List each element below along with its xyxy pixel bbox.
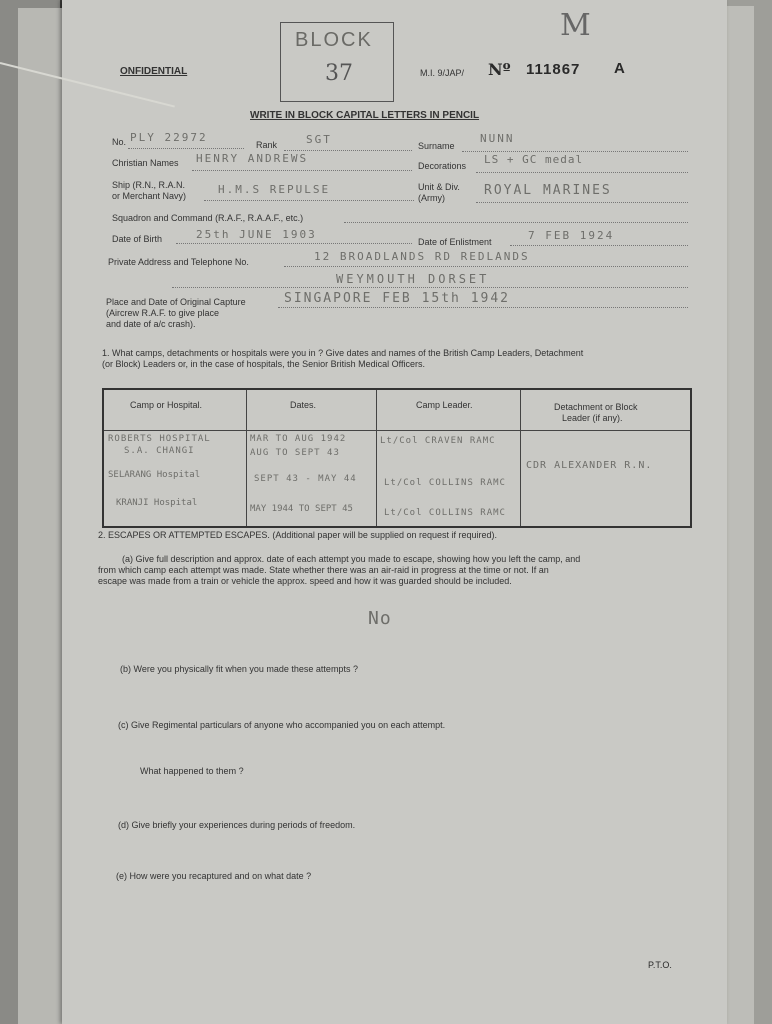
rank-label: Rank bbox=[256, 140, 278, 150]
number-prefix: Nº bbox=[488, 60, 511, 79]
camps-table bbox=[102, 388, 692, 528]
capture-label-line3: and date of a/c crash). bbox=[106, 319, 196, 329]
q1-line1: 1. What camps, detachments or hospitals were you in ? Give dates and names of the British Camp Leaders, Detachment bbox=[102, 348, 584, 358]
form-ref: M.I. 9/JAP/ bbox=[420, 68, 465, 78]
unit-value: ROYAL MARINES bbox=[484, 183, 612, 198]
ship-label-line1: Ship (R.N., R.A.N. bbox=[112, 180, 186, 190]
table-cell-leader: Lt/Col COLLINS RAMC bbox=[384, 478, 506, 488]
surname-label: Surname bbox=[418, 141, 455, 151]
table-cell-dates: SEPT 43 - MAY 44 bbox=[254, 474, 357, 484]
th-leader: Camp Leader. bbox=[416, 400, 473, 410]
capture-value: SINGAPORE FEB 15th 1942 bbox=[284, 291, 511, 306]
q2-title: 2. ESCAPES OR ATTEMPTED ESCAPES. (Additional paper will be supplied on request if required). bbox=[98, 530, 498, 540]
table-row: ROBERTS HOSPITAL bbox=[108, 434, 211, 444]
th-detachment-2: Leader (if any). bbox=[562, 413, 623, 423]
stamp-line1: BLOCK bbox=[295, 29, 373, 51]
surname-value: NUNN bbox=[480, 132, 515, 145]
address-line2: WEYMOUTH DORSET bbox=[336, 272, 490, 286]
address-label: Private Address and Telephone No. bbox=[108, 257, 249, 267]
squadron-label: Squadron and Command (R.A.F., R.A.A.F., etc.) bbox=[112, 213, 304, 223]
table-row: KRANJI Hospital bbox=[116, 498, 198, 508]
ship-label-line2: or Merchant Navy) bbox=[112, 191, 187, 201]
q2c: (c) Give Regimental particulars of anyone who accompanied you on each attempt. bbox=[118, 720, 446, 730]
q2d: (d) Give briefly your experiences during periods of freedom. bbox=[118, 820, 356, 830]
form-page bbox=[62, 0, 727, 1024]
unit-label-line1: Unit & Div. bbox=[418, 182, 460, 192]
confidential-label: ONFIDENTIAL bbox=[120, 66, 188, 77]
detachment-leader: CDR ALEXANDER R.N. bbox=[526, 460, 653, 471]
table-cell-leader: Lt/Col COLLINS RAMC bbox=[384, 508, 506, 518]
table-cell-dates: MAY 1944 TO SEPT 45 bbox=[250, 504, 353, 514]
th-detachment-1: Detachment or Block bbox=[554, 402, 638, 412]
dob-label: Date of Birth bbox=[112, 234, 163, 244]
no-value: PLY 22972 bbox=[130, 131, 208, 144]
enlistment-value: 7 FEB 1924 bbox=[528, 229, 615, 242]
address-line1: 12 BROADLANDS RD REDLANDS bbox=[314, 250, 530, 263]
christian-names-value: HENRY ANDREWS bbox=[196, 152, 309, 165]
document-suffix: A bbox=[614, 60, 625, 77]
enlistment-label: Date of Enlistment bbox=[418, 237, 492, 247]
christian-names-label: Christian Names bbox=[112, 158, 179, 168]
q2a-line3: escape was made from a train or vehicle the approx. speed and how it was guarded should be included. bbox=[98, 576, 512, 586]
table-cell-dates: MAR TO AUG 1942 bbox=[250, 434, 347, 444]
pto-label: P.T.O. bbox=[648, 960, 672, 970]
ship-value: H.M.S REPULSE bbox=[218, 183, 331, 196]
unit-label-line2: (Army) bbox=[418, 193, 445, 203]
q2b: (b) Were you physically fit when you made these attempts ? bbox=[120, 664, 358, 674]
decorations-label: Decorations bbox=[418, 161, 467, 171]
corner-mark: M bbox=[560, 8, 591, 43]
rank-value: SGT bbox=[306, 133, 332, 146]
q2a-line1: (a) Give full description and approx. date of each attempt you made to escape, showing how you left the camp, and bbox=[122, 554, 581, 564]
table-row: S.A. CHANGI bbox=[124, 446, 195, 456]
capture-label-line2: (Aircrew R.A.F. to give place bbox=[106, 308, 220, 318]
block-stamp bbox=[280, 22, 394, 102]
q2c-followup: What happened to them ? bbox=[140, 766, 244, 776]
th-camp: Camp or Hospital. bbox=[130, 400, 203, 410]
document-number: 111867 bbox=[526, 61, 581, 78]
table-cell-dates: AUG TO SEPT 43 bbox=[250, 448, 340, 458]
q2a-line2: from which camp each attempt was made. State whether there was an air-raid in progress at the time or not. If an bbox=[98, 565, 549, 575]
table-cell-leader: Lt/Col CRAVEN RAMC bbox=[380, 436, 496, 446]
table-row: SELARANG Hospital bbox=[108, 470, 201, 480]
capture-label-line1: Place and Date of Original Capture bbox=[106, 297, 246, 307]
stamp-line2: 37 bbox=[325, 61, 353, 86]
decorations-value: LS + GC medal bbox=[484, 153, 584, 166]
instruction-heading: WRITE IN BLOCK CAPITAL LETTERS IN PENCIL bbox=[250, 110, 480, 121]
q1-line2: (or Block) Leaders or, in the case of hospitals, the Senior British Medical Officers. bbox=[102, 359, 425, 369]
q2e: (e) How were you recaptured and on what date ? bbox=[116, 871, 312, 881]
no-label: No. bbox=[112, 137, 127, 147]
dob-value: 25th JUNE 1903 bbox=[196, 228, 317, 241]
th-dates: Dates. bbox=[290, 400, 317, 410]
q2a-answer: No bbox=[368, 608, 392, 629]
